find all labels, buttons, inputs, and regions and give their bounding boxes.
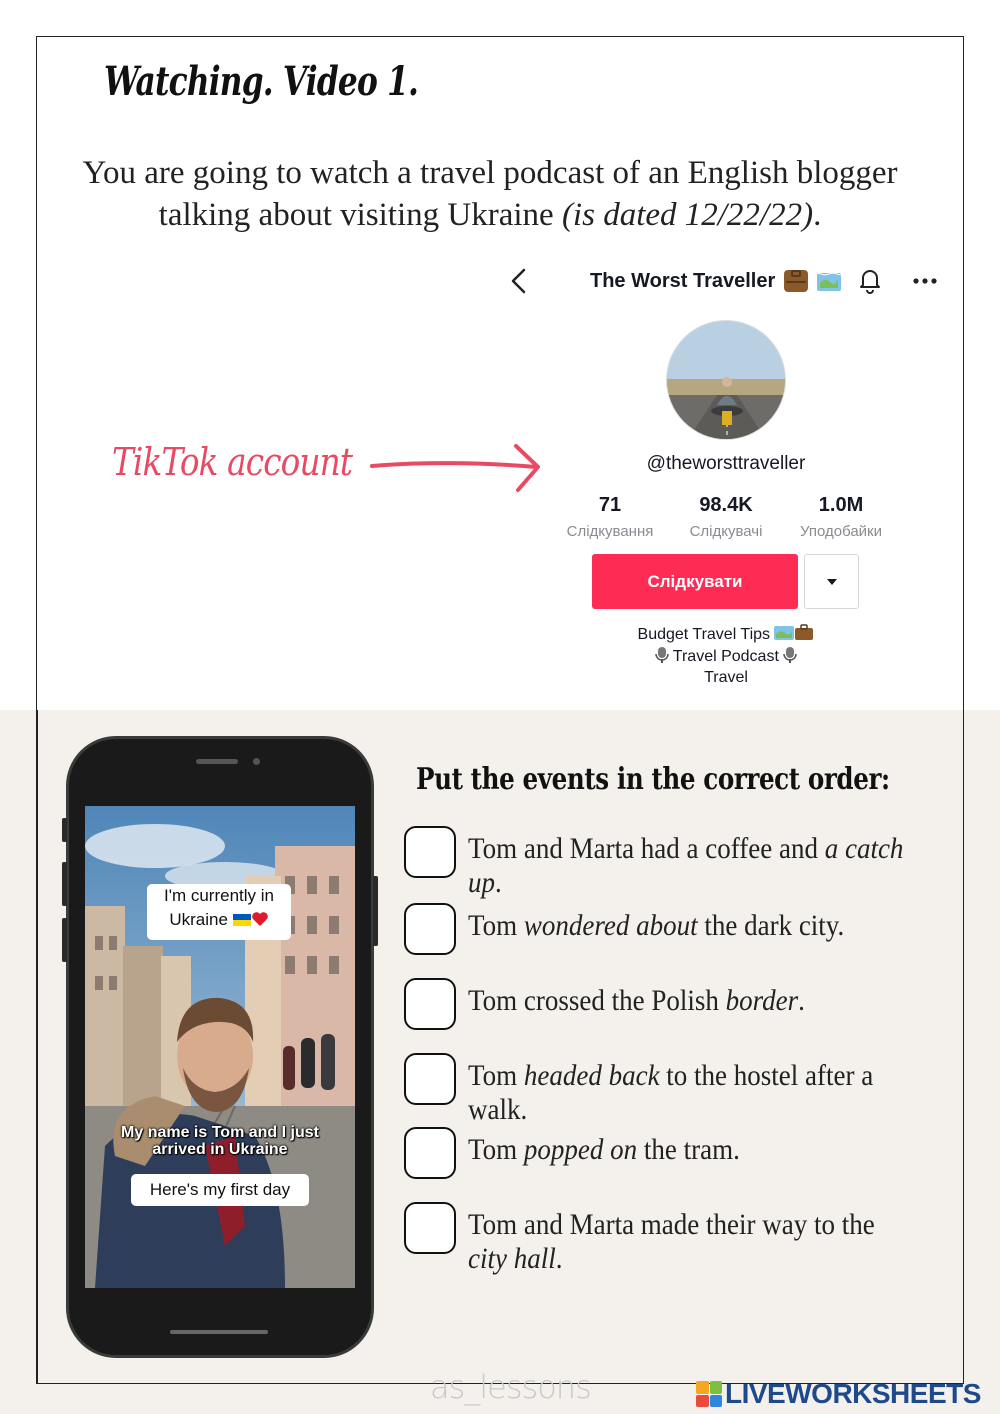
order-checkbox-1[interactable] xyxy=(404,826,456,878)
stat-likes xyxy=(781,494,901,540)
caption-name-tom: My name is Tom and I just arrived in Ukraine xyxy=(121,1124,319,1158)
profile-name: The Worst Traveller xyxy=(590,270,776,292)
profile-bio xyxy=(566,624,886,689)
liveworksheets-brand: LIVEWORKSHEETS xyxy=(725,1378,981,1409)
stat-followers[interactable] xyxy=(666,494,786,540)
phone-volume-down xyxy=(62,918,67,962)
order-item-text: Tom popped on the tram. xyxy=(468,1133,740,1166)
frame-border-left xyxy=(36,710,38,1384)
order-item-text: Tom headed back to the hostel after a walk. xyxy=(468,1059,874,1126)
heart-icon xyxy=(251,911,269,927)
frame-border-right xyxy=(963,710,965,1384)
stat-likes-value: 1.0M xyxy=(818,494,864,516)
author-watermark: as_lessons xyxy=(430,1368,591,1406)
profile-handle: @theworsttraveller xyxy=(646,453,806,474)
caption-first-day: Here's my first day xyxy=(131,1174,309,1206)
back-chevron-icon[interactable] xyxy=(508,266,538,298)
more-options-icon[interactable] xyxy=(910,266,940,300)
order-checkbox-2[interactable] xyxy=(404,903,456,955)
suitcase-icon xyxy=(784,270,808,292)
phone-home-indicator xyxy=(170,1330,268,1334)
intro-text: You are going to watch a travel podcast of an English blogger talking about visiting Ukraine xyxy=(82,155,898,233)
intro-paragraph xyxy=(80,152,900,236)
caption-currently-in-ukraine: I'm currently in Ukraine xyxy=(147,884,291,940)
bio-line-2: Travel Podcast xyxy=(566,646,886,668)
stat-following[interactable] xyxy=(550,494,670,540)
order-checkbox-3[interactable] xyxy=(404,978,456,1030)
bio-line-3: Travel xyxy=(704,669,748,686)
page-title: Watching. Video 1. xyxy=(104,58,419,105)
stat-following-value: 71 xyxy=(598,494,622,516)
microphone-icon xyxy=(655,646,669,664)
phone-power-button xyxy=(373,876,378,946)
phone-camera xyxy=(253,758,260,765)
suitcase-icon xyxy=(794,624,814,641)
order-checkbox-4[interactable] xyxy=(404,1053,456,1105)
order-item-text: Tom and Marta had a coffee and a catch up. xyxy=(468,832,904,899)
task-title: Put the events in the correct order: xyxy=(416,762,890,797)
stat-likes-label: Уподобайки xyxy=(800,523,882,540)
stat-followers-value: 98.4K xyxy=(699,494,753,516)
triangle-down-icon xyxy=(826,577,838,587)
intro-date: (is dated 12/22/22) xyxy=(561,197,814,233)
arrow-right-icon xyxy=(368,440,548,500)
phone-volume-up xyxy=(62,862,67,906)
microphone-icon xyxy=(783,646,797,664)
liveworksheets-logo[interactable] xyxy=(696,1378,981,1410)
phone-speaker xyxy=(196,759,238,764)
order-item-text: Tom and Marta made their way to the city hall. xyxy=(468,1208,875,1275)
order-item-text: Tom wondered about the dark city. xyxy=(468,909,845,942)
intro-period: . xyxy=(813,197,822,233)
avatar[interactable] xyxy=(666,320,786,440)
phone-side-button xyxy=(62,818,67,842)
follow-button[interactable]: Слідкувати xyxy=(592,554,798,609)
stat-following-label: Слідкування xyxy=(566,523,654,540)
bell-icon[interactable] xyxy=(856,266,884,300)
order-item-text: Tom crossed the Polish border. xyxy=(468,984,805,1017)
order-checkbox-6[interactable] xyxy=(404,1202,456,1254)
ukraine-flag-icon xyxy=(233,914,251,926)
tiktok-account-label: TikTok account xyxy=(112,440,353,484)
bio-line-1: Budget Travel Tips xyxy=(566,624,886,646)
order-checkbox-5[interactable] xyxy=(404,1127,456,1179)
video-screen[interactable] xyxy=(85,806,355,1288)
dropdown-button[interactable] xyxy=(804,554,859,609)
liveworksheets-logo-icon xyxy=(696,1381,722,1407)
map-icon xyxy=(774,625,794,641)
map-icon xyxy=(816,271,840,293)
stat-followers-label: Слідкувачі xyxy=(689,523,763,540)
